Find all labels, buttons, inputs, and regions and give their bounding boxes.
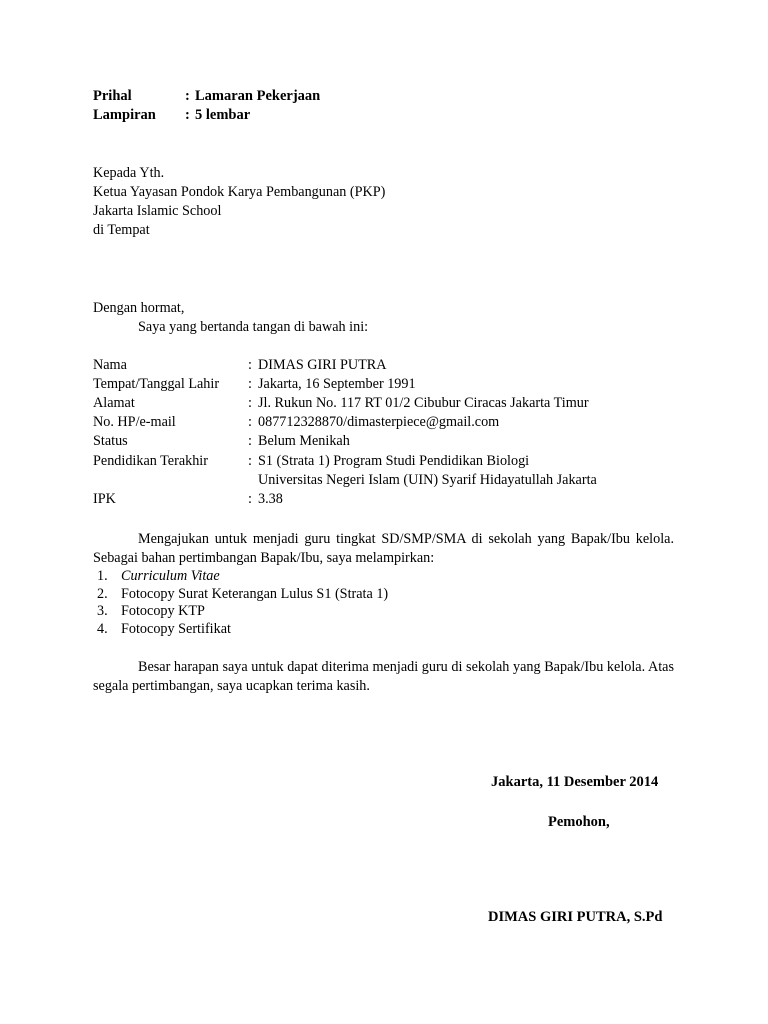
identity-value: Belum Menikah (258, 433, 350, 449)
signatory-name: DIMAS GIRI PUTRA, S.Pd (488, 909, 663, 925)
identity-value: 087712328870/dimasterpiece@gmail.com (258, 414, 500, 430)
identity-value: DIMAS GIRI PUTRA (258, 357, 387, 373)
body-paragraph-1-text: Mengajukan untuk menjadi guru tingkat SD/SMP/SMA di sekolah yang Bapak/Ibu kelola. Sebagai bahan pertimbangan Bapak/Ibu, saya melampirkan: (93, 531, 674, 566)
identity-row (0, 414, 768, 432)
identity-row-continuation (0, 472, 768, 490)
identity-value: Jl. Rukun No. 117 RT 01/2 Cibubur Ciracas Jakarta Timur (258, 395, 589, 411)
meta-value: 5 lembar (195, 107, 251, 123)
recipient-line: Kepada Yth. (93, 165, 165, 181)
intro-text: Saya yang bertanda tangan di bawah ini: (138, 319, 369, 335)
identity-value: Jakarta, 16 September 1991 (258, 376, 416, 392)
meta-row-subject (0, 88, 768, 106)
identity-row (0, 491, 768, 509)
applicant-label: Pemohon, (548, 814, 610, 830)
body-paragraph-1 (93, 530, 674, 568)
list-item-text: Fotocopy Surat Keterangan Lulus S1 (Strata 1) (121, 585, 389, 602)
recipient-line: Ketua Yayasan Pondok Karya Pembangunan (PKP) (93, 184, 386, 200)
list-item-number: 3. (97, 603, 108, 619)
meta-value: Lamaran Pekerjaan (195, 88, 321, 104)
identity-value: S1 (Strata 1) Program Studi Pendidikan Biologi (258, 453, 530, 469)
identity-row (0, 433, 768, 451)
body-paragraph-2 (93, 658, 674, 696)
identity-row (0, 376, 768, 394)
meta-label: Prihal (93, 88, 132, 104)
list-item-text: Fotocopy Sertifikat (121, 620, 231, 637)
list-item-number: 4. (97, 620, 108, 637)
identity-label: Pendidikan Terakhir (93, 453, 208, 469)
identity-colon: : (248, 357, 252, 373)
identity-label: Status (93, 433, 128, 449)
list-item-number: 2. (97, 585, 108, 602)
list-item-number: 1. (97, 568, 108, 584)
meta-label: Lampiran (93, 107, 156, 123)
identity-label: Alamat (93, 395, 135, 411)
identity-row (0, 453, 768, 471)
recipient-line: Jakarta Islamic School (93, 203, 222, 219)
identity-label: Tempat/Tanggal Lahir (93, 376, 220, 392)
identity-colon: : (248, 433, 252, 449)
identity-colon: : (248, 453, 252, 469)
identity-colon: : (248, 414, 252, 430)
meta-colon: : (185, 107, 190, 123)
identity-colon: : (248, 395, 252, 411)
body-paragraph-2-text: Besar harapan saya untuk dapat diterima menjadi guru di sekolah yang Bapak/Ibu kelola. Atas segala pertimbangan, saya ucapkan terima kasih. (93, 659, 674, 694)
meta-colon: : (185, 88, 190, 104)
list-item-text: Fotocopy KTP (121, 603, 205, 619)
identity-row (0, 395, 768, 413)
identity-value: 3.38 (258, 491, 283, 507)
identity-label: IPK (93, 491, 116, 507)
list-item-text: Curriculum Vitae (121, 568, 220, 584)
place-date: Jakarta, 11 Desember 2014 (491, 774, 659, 790)
identity-label: Nama (93, 357, 127, 373)
meta-row-attachment (0, 107, 768, 125)
identity-row (0, 357, 768, 375)
salutation: Dengan hormat, (93, 300, 185, 316)
identity-colon: : (248, 491, 252, 507)
identity-label: No. HP/e-mail (93, 414, 176, 430)
identity-value: Universitas Negeri Islam (UIN) Syarif Hidayatullah Jakarta (258, 472, 597, 488)
identity-colon: : (248, 376, 252, 392)
recipient-line: di Tempat (93, 222, 150, 238)
